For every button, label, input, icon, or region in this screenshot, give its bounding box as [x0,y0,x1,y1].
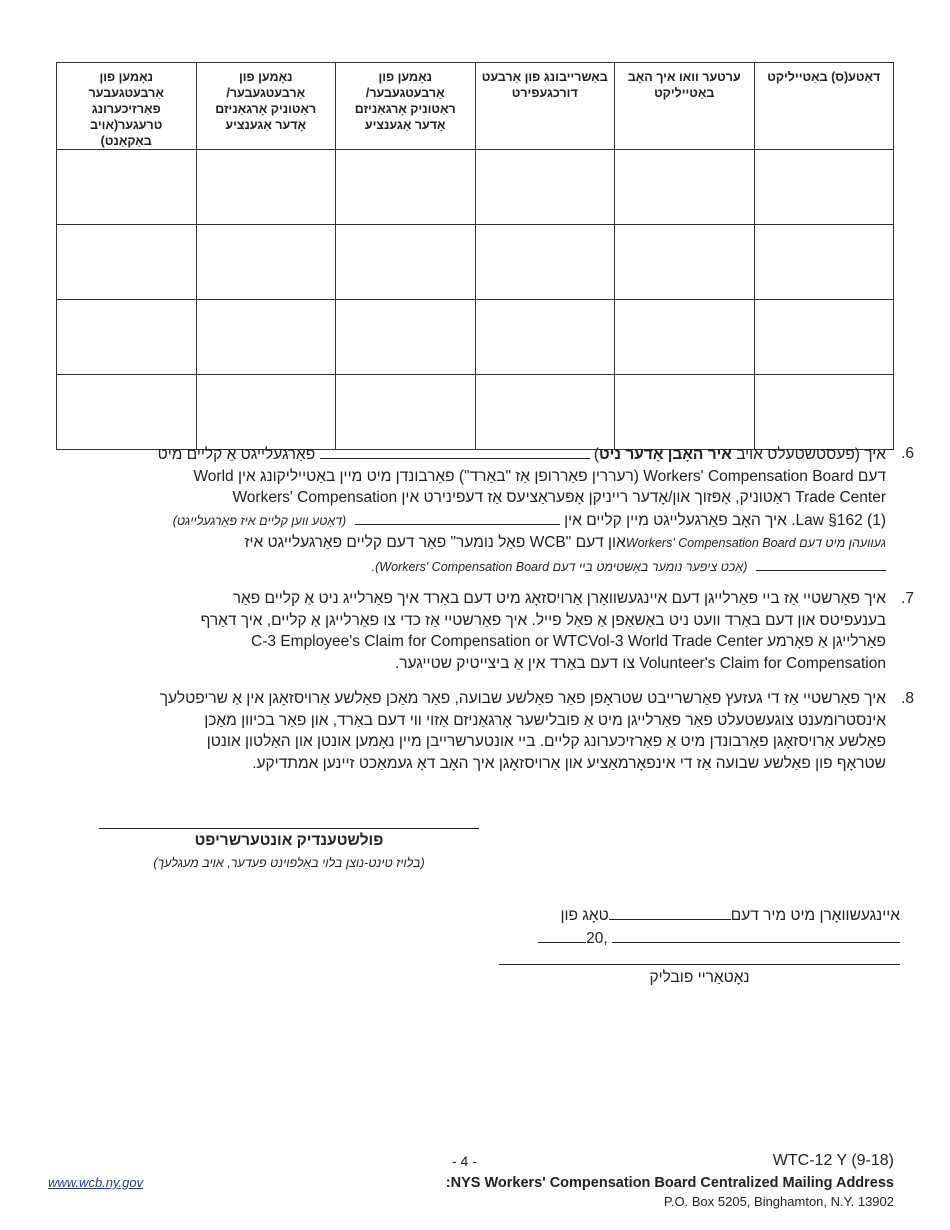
table-cell[interactable] [754,375,894,450]
table-cell[interactable] [754,225,894,300]
mailing-address: P.O. Box 5205, Binghamton, N.Y. 13902 [663,1194,894,1209]
item-6-bold-choice: איר האָבן אָדער ניט [599,446,732,463]
table-cell[interactable] [196,150,336,225]
form-id: WTC-12 Y (9-18) [772,1152,894,1169]
table-cell[interactable] [754,300,894,375]
table-cell[interactable] [196,300,336,375]
table-row [57,225,894,300]
table-row [57,150,894,225]
item-6-number: 6. [901,445,914,462]
table-cell[interactable] [336,300,476,375]
item-7-line-3: פאַרלייגן אַ פאָרמע C-3 Employee's Claim for Compensation or WTCVol-3 World Trade Center [251,633,886,650]
sworn-day-field[interactable] [609,904,731,920]
item-7-line-1: איך פאַרשטיי אַז ביי פאַרלייגן דעם איינגעשוואָרן אַרויסזאָג מיט דעם באַרד איך פאַרלייג ניט אַ קליים פאַר [232,590,886,607]
sworn-month-field[interactable] [612,927,900,943]
item-7 [76,588,914,674]
table-cell[interactable] [57,300,197,375]
table-cell[interactable] [336,375,476,450]
item-7-line-2: בענעפיטס און דעם באַרד וועט ניט באַשאַפן אַ פאַל פייל. איך פאַרשטיי אַז כדי צו פאַרלייגן אַ קליים, איך דאַרף [200,611,886,629]
page-number: - 4 - [452,1153,477,1169]
item-7-number: 7. [901,590,914,607]
wcb-case-number-field[interactable] [756,555,886,571]
item-8 [76,688,914,774]
table-row [57,375,894,450]
table-cell[interactable] [615,150,755,225]
item-6-line-5: געוועהן מיט דעם Workers' Compensation Boardאון דעם "WCB פאַל נומער" פאַר דעם קליים פאַרגעלייגט איז [244,534,886,551]
header-employer-name-2: נאָמען פון אַרבעטגעבער/ ראַטוניק אָרגאַניזם אָדער אַגענציע [196,63,336,150]
item-6-line-4: Law §162 (1). איך האָב פאַרגעלייגט מיין קליים אין (דאַטע ווען קליים איז פאַרגעלייגט) [76,509,886,533]
item-6-line-2: דעם Workers' Compensation Board (רעררין פאַררופן אַז "באַרד") פאַרבונדן מיט מיין באַטייליקונג אין World [193,467,886,485]
item-8-line-4: שטראָף פון פאַלשע שבועה אַז די אינפאָרמאַציע און אַרויסזאָגן איך האָב דאָ געמאַכט זיינען אמתדיקע. [252,754,886,772]
table-cell[interactable] [196,225,336,300]
table-cell[interactable] [336,225,476,300]
table-cell[interactable] [336,150,476,225]
table-cell[interactable] [475,150,615,225]
table-cell[interactable] [475,225,615,300]
header-places: ערטער וואו איך האָב באַטייליקט [615,63,755,150]
claim-date-hint: (דאַטע ווען קליים איז פאַרגעלייגט) [172,513,347,528]
header-dates: דאַטע(ס) באַטייליקט [754,63,894,150]
mailing-address-title: :NYS Workers' Compensation Board Centralized Mailing Address [445,1175,894,1191]
table-cell[interactable] [615,225,755,300]
signature-hint: (בלויז טינט-נוצן בלוי באַלפוינט פעדער, אויב מעגלעך) [153,856,425,870]
table-cell[interactable] [196,375,336,450]
notary-signature-line[interactable] [499,964,900,965]
table-cell[interactable] [475,300,615,375]
item-6-line-6 [76,555,886,579]
table-cell[interactable] [475,375,615,450]
case-number-hint: (אַכט ציפער נומער באַשטימט ביי דעם Workers' Compensation Board). [371,559,748,574]
claim-choice-field[interactable] [320,443,590,459]
table-cell[interactable] [57,225,197,300]
signature-line[interactable] [99,828,479,829]
header-insurance-carrier: נאָמען פון אַרבעטגעבער פאַרזיכערונג טרעגער(אויב באַקאַנט) [57,63,197,150]
header-work-description: באַשרייבונג פון אַרבעט דורכגעפירט [475,63,615,150]
table-cell[interactable] [615,300,755,375]
header-employer-name: נאָמען פון אַרבעטגעבער/ ראַטוניק אָרגאַניזם אָדער אַגענציע [336,63,476,150]
notary-label: נאָטאַריי פובליק [649,969,750,986]
table-header-row [57,63,894,150]
item-8-number: 8. [901,690,914,707]
website-link[interactable]: www.wcb.ny.gov [48,1175,144,1190]
item-8-line-3: פאַלשע אַרויסזאָגן פאַרבונדן מיט אַ פאַרזיכערונג קליים. ביי אונטערשרייבן מיין נאָמען אונטן און האַלטון אונטן [206,733,886,750]
item-8-line-2: אינסטרומענט צוגעשטעלט פאַר פאַרלייגן מיט אַ פובלישער אָרגאַניזם אַזוי ווי דעם באַרד, און פאַר בכיוון מאַכן [204,711,886,729]
table-cell[interactable] [57,150,197,225]
item-7-line-4: Volunteer's Claim for Compensation צו דעם באַרד אין אַ ביצייטיק שטייגער. [394,654,886,672]
signature-label: פולשטענדיק אונטערשריפט [194,832,384,849]
item-8-line-1: איך פאַרשטיי אַז די געזעץ פאַרשרייבט שטראָפן פאַר פאַלשע שבועה, פאַר מאַכן פאַלשע אַרויסזאָגן אין אַ שריפטלעך [159,690,886,707]
table-cell[interactable] [57,375,197,450]
table-cell[interactable] [754,150,894,225]
participation-table [56,62,894,450]
sworn-date-line: 20, [480,927,900,948]
sworn-year-field[interactable] [538,927,586,943]
claim-date-field[interactable] [355,509,560,525]
item-6-line-3: Trade Center ראַטוניק, אָפּזוך און/אָדער רייניקן אָפּעראַציעס אַז דעפינירט אין Workers' Compensation [232,489,886,506]
item-6-line-1: איך (פעסטשטעלט אויב איר האָבן אָדער ניט) פאַרגעלייגט אַ קליים מיט [76,443,886,466]
table-cell[interactable] [615,375,755,450]
sworn-line: איינגעשוואָרן מיט מיר דעםטאָג פון [480,904,900,925]
item-6 [76,443,914,578]
table-row [57,300,894,375]
